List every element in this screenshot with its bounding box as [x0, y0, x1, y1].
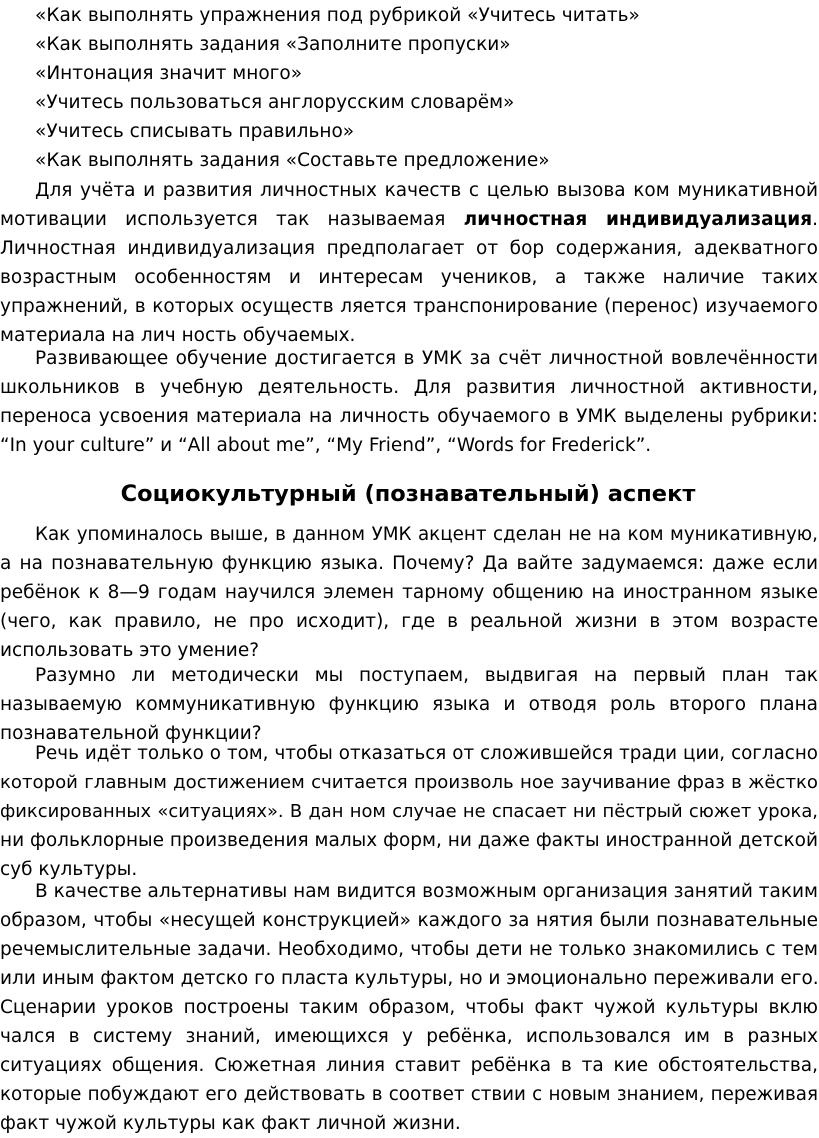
paragraph-line: Разумно ли методически мы поступаем, выдвигая на первый план так — [35, 665, 818, 686]
paragraph-line: школьников в учебную деятельность. Для развития личностной активности, — [0, 377, 818, 398]
paragraph-line: Речь идёт только о том, чтобы отказаться от сложившейся тради ции, согласно — [35, 743, 818, 764]
list-item: «Интонация значит много» — [35, 63, 303, 84]
text-run: мотивации используется так называемая — [0, 209, 464, 230]
paragraph-line: возрастным особенностям и интересам учеников, а также наличие таких — [0, 267, 818, 288]
paragraph-developmental-learning — [0, 344, 818, 460]
paragraph-line: ребёнок к 8—9 годам научился элемен тарному общению на иностранном языке — [0, 582, 818, 603]
paragraph-line: а на познавательную функцию языка. Почему? Да вайте задумаемся: даже если — [0, 553, 818, 574]
paragraph-tradition — [0, 739, 818, 884]
section-heading: Социокультурный (познавательный) аспект — [120, 481, 696, 507]
paragraph-line: ситуациях общения. Сюжетная линия ставит ребёнка в та кие обстоятельства, — [0, 1055, 818, 1076]
paragraph-line: В качестве альтернативы нам видится возможным организация занятий таким — [35, 881, 819, 902]
list-item: «Как выполнять задания «Заполните пропуски» — [35, 34, 511, 55]
paragraph-line: использовать это умение? — [0, 640, 260, 661]
paragraph-line: Как упоминалось выше, в данном УМК акцент сделан не на ком муникативную, — [35, 524, 818, 545]
paragraph-alternative — [0, 877, 818, 1138]
paragraph-line: суб культуры. — [0, 859, 138, 880]
list-item: «Как выполнять упражнения под рубрикой «Учитесь читать» — [35, 5, 640, 26]
paragraph-line: называемую коммуникативную функцию языка и отводя роль второго плана — [0, 694, 818, 715]
paragraph-line: Сценарии уроков построены таким образом, чтобы факт чужой культуры вклю — [0, 997, 818, 1018]
paragraph-line: ни фольклорные произведения малых форм, ни даже факты иностранной детской — [0, 830, 818, 851]
paragraph-line: чался в систему знаний, имеющихся у ребёнка, использовался им в разных — [0, 1026, 818, 1047]
paragraph-line: (чего, как правило, не про исходит), где в реальной жизни в этом возрасте — [0, 611, 818, 632]
paragraph-cognitive-function — [0, 520, 818, 665]
paragraph-line: упражнений, в которых осуществ ляется транспонирование (перенос) изучаемого — [0, 296, 818, 317]
paragraph-line: которые побуждают его действовать в соответ ствии с новым знанием, переживая — [0, 1084, 818, 1105]
paragraph-line: материала на лич ность обучаемых. — [0, 325, 356, 346]
paragraph-line: или иным фактом детско го пласта культуры, но и эмоционально переживали его. — [0, 968, 819, 989]
paragraph-line — [0, 205, 818, 234]
paragraph-line: Личностная индивидуализация предполагает от бор содержания, адекватного — [0, 238, 818, 259]
paragraph-line: Для учёта и развития личностных качеств с целью вызова ком муникативной — [35, 180, 818, 201]
paragraph-line: переноса усвоения материала на личность обучаемого в УМК выделены рубрики: — [0, 406, 818, 427]
paragraph-line: которой главным достижением считается произволь ное заучивание фраз в жёстко — [0, 772, 818, 793]
paragraph-methodology-question — [0, 661, 818, 748]
paragraph-line: образом, чтобы «несущей конструкцией» каждого за нятия были познавательные — [0, 910, 818, 931]
paragraph-line: речемыслительные задачи. Необходимо, чтобы дети не только знакомились с тем — [0, 939, 818, 960]
list-item: «Как выполнять задания «Составьте предложение» — [35, 150, 550, 171]
list-item: «Учитесь пользоваться англорусским словарём» — [35, 92, 515, 113]
rubric-list — [0, 1, 816, 175]
list-item: «Учитесь списывать правильно» — [35, 121, 355, 142]
paragraph-line: Развивающее обучение достигается в УМК за счёт личностной вовлечённости — [35, 348, 818, 369]
paragraph-line: факт чужой культуры как факт личной жизни. — [0, 1113, 461, 1134]
paragraph-line: познавательной функции? — [0, 723, 262, 744]
paragraph-line: фиксированных «ситуациях». В дан ном случае не спасает ни пёстрый сюжет урока, — [0, 801, 818, 822]
paragraph-line: “In your culture” и “All about me”, “My Friend”, “Words for Frederick”. — [0, 435, 652, 456]
paragraph-personal-individualization — [0, 176, 818, 350]
bold-term: личностная индивидуализация — [463, 209, 813, 230]
text-run: . — [812, 209, 818, 230]
